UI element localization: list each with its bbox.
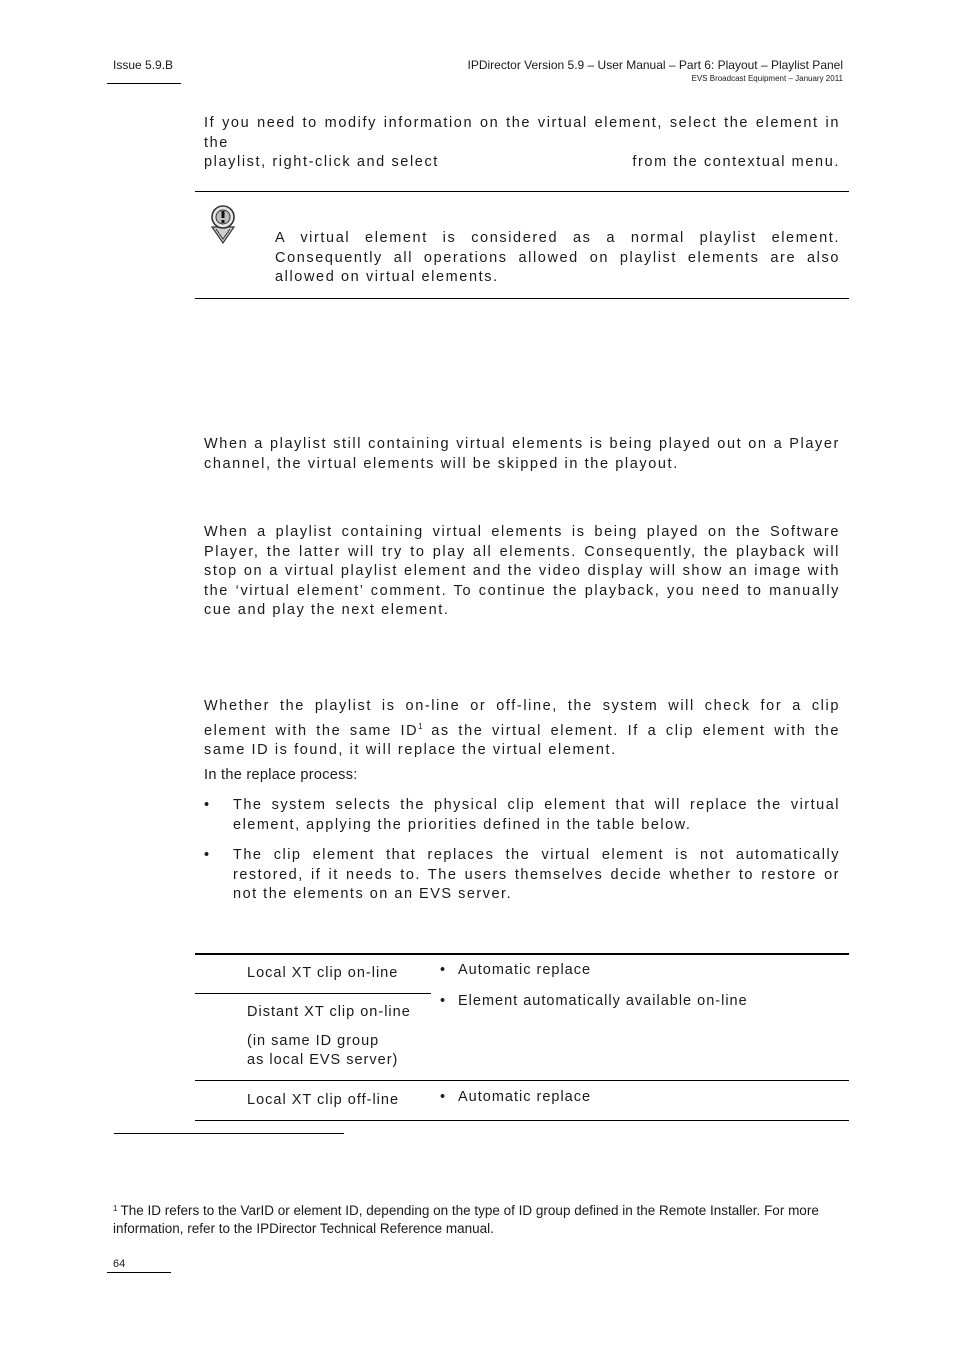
header-issue: Issue 5.9.B (113, 58, 174, 72)
header-subtitle: EVS Broadcast Equipment – January 2011 (691, 74, 843, 83)
intro-line-2-end: from the contextual menu. (632, 154, 840, 170)
header-title: IPDirector Version 5.9 – User Manual – Part 6: Playout – Playlist Panel (467, 58, 843, 72)
replace-text-start: Whether the playlist is on-line or off-line, the system will check for a clip element with the same ID (204, 698, 840, 739)
table-action-text: Element automatically available on-line (458, 993, 748, 1009)
replace-process-intro: In the replace process: (204, 767, 358, 783)
footnote-reference[interactable]: 1 (418, 721, 423, 731)
table-cell-distant-note-1: (in same ID group (247, 1033, 380, 1049)
bullet-dot-icon: • (440, 962, 447, 978)
intro-line-1: If you need to modify information on the virtual element, select the element in the (204, 115, 840, 151)
intro-line-2 (204, 153, 840, 173)
note-top-rule (195, 191, 849, 192)
bullet-dot-icon: • (204, 797, 210, 813)
footnote-separator (114, 1133, 344, 1134)
bullet-dot-icon: • (440, 1089, 447, 1105)
player-channel-paragraph: When a playlist still containing virtual elements is being played out on a Player channel, the virtual elements will be skipped in the playout. (204, 436, 840, 472)
footnote-text: The ID refers to the VarID or element ID, depending on the type of ID group defined in the Remote Installer. For more information, refer to the IPDirector Technical Reference manual. (113, 1203, 819, 1236)
note-icon (206, 203, 240, 245)
bullet-text: The clip element that replaces the virtual element is not automatically restored, if it needs to. The users themselves decide whether to restore or not the elements on an EVS server. (233, 847, 840, 902)
table-action-item (440, 961, 591, 980)
bullet-text: The system selects the physical clip element that will replace the virtual element, applying the priorities defined in the table below. (233, 797, 840, 833)
bullet-item (204, 846, 840, 906)
intro-paragraph (204, 114, 840, 173)
table-cell-distant-online: Distant XT clip on-line (247, 1004, 411, 1020)
table-action-item (440, 992, 748, 1011)
page-number: 64 (113, 1258, 126, 1270)
table-top-rule (195, 953, 849, 955)
header-divider (107, 83, 181, 84)
note-bottom-rule (195, 298, 849, 299)
table-row-divider (195, 993, 431, 994)
page-number-rule (107, 1272, 171, 1273)
table-cell-local-online: Local XT clip on-line (247, 965, 399, 981)
software-player-paragraph: When a playlist containing virtual elements is being played on the Software Player, the latter will try to play all elements. Consequently, the playback will stop on a virtual playlist element and the video display will show an image with the ‘virtual element’ comment. To continue the playback, you need to manually cue and play the next element. (204, 524, 840, 618)
footnote (113, 1200, 823, 1238)
bullet-dot-icon: • (204, 847, 210, 863)
intro-line-2-start: playlist, right-click and select (204, 154, 439, 170)
bullet-dot-icon: • (440, 993, 447, 1009)
replace-text-end: as the virtual element. If a clip element with the same ID is found, it will replace the virtual element. (204, 722, 840, 758)
bullet-item (204, 796, 840, 836)
table-action-text: Automatic replace (458, 962, 592, 978)
footnote-mark: 1 (113, 1204, 118, 1213)
table-cell-local-offline: Local XT clip off-line (247, 1092, 400, 1108)
table-bottom-rule (195, 1120, 849, 1121)
table-action-text: Automatic replace (458, 1089, 592, 1105)
table-cell-distant-note-2: as local EVS server) (247, 1052, 399, 1068)
table-section-rule (195, 1080, 849, 1081)
note-text: A virtual element is considered as a normal playlist element. Consequently all operations allowed on playlist elements are also allowed on virtual elements. (275, 230, 840, 285)
table-action-item (440, 1088, 591, 1107)
replace-paragraph (204, 697, 840, 761)
